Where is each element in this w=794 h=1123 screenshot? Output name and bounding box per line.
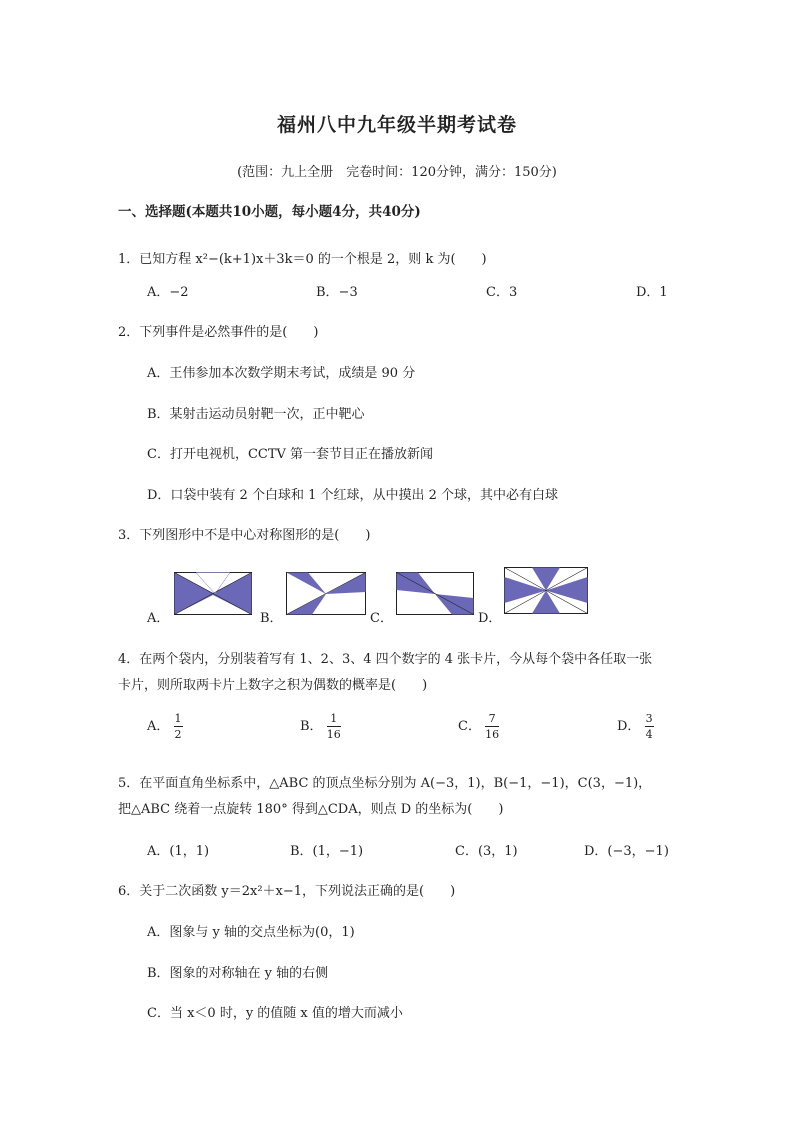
question-2-stem: 2．下列事件是必然事件的是( ) bbox=[118, 325, 319, 340]
q3-option-b: B． bbox=[260, 611, 283, 626]
question-5-stem-line1: 5．在平面直角坐标系中，△ABC 的顶点坐标分别为 A(−3，1)，B(−1，−1)，C(3，−1)， bbox=[118, 776, 652, 791]
q3-figure-c bbox=[396, 572, 474, 616]
fraction-numerator: 7 bbox=[485, 713, 499, 727]
q4-option-c-label: C． bbox=[458, 719, 481, 734]
q2-option-a: A．王伟参加本次数学期末考试，成绩是 90 分 bbox=[147, 366, 416, 381]
q3-option-d: D． bbox=[478, 611, 502, 626]
q5-option-d: D．(−3，−1) bbox=[584, 844, 669, 859]
q1-option-d: D．1 bbox=[636, 285, 668, 300]
q6-option-a: A．图象与 y 轴的交点坐标为(0，1) bbox=[147, 925, 355, 940]
section-heading: 一、选择题(本题共10小题，每小题4分，共40分) bbox=[118, 204, 421, 220]
q4-option-b bbox=[300, 713, 341, 740]
q4-option-a bbox=[147, 713, 183, 740]
q3-figure-b bbox=[286, 572, 366, 616]
q4-option-d-label: D． bbox=[617, 719, 641, 734]
question-1-stem: 1．已知方程 x²−(k+1)x＋3k＝0 的一个根是 2，则 k 为( ) bbox=[118, 252, 487, 267]
q3-option-a: A． bbox=[147, 611, 170, 626]
q5-option-b: B．(1，−1) bbox=[290, 844, 364, 859]
q6-option-c: C．当 x＜0 时，y 的值随 x 值的增大而减小 bbox=[147, 1006, 403, 1021]
q2-option-b: B．某射击运动员射靶一次，正中靶心 bbox=[147, 407, 365, 422]
q4-option-b-fraction bbox=[327, 713, 341, 740]
fraction-numerator: 1 bbox=[327, 713, 341, 727]
page-title: 福州八中九年级半期考试卷 bbox=[276, 114, 517, 136]
question-5-stem-line2: 把△ABC 绕着一点旋转 180° 得到△CDA，则点 D 的坐标为( ) bbox=[118, 802, 504, 817]
q5-option-c: C．(3，1) bbox=[455, 844, 518, 859]
fraction-numerator: 3 bbox=[645, 712, 653, 725]
question-4-stem-line2: 卡片，则所取两卡片上数字之积为偶数的概率是( ) bbox=[118, 678, 428, 693]
fraction-denominator: 2 bbox=[174, 728, 182, 741]
question-6-stem: 6．关于二次函数 y＝2x²＋x−1，下列说法正确的是( ) bbox=[118, 884, 456, 899]
exam-subtitle: (范围：九上全册 完卷时间：120分钟，满分：150分) bbox=[237, 165, 557, 180]
q4-option-a-fraction bbox=[174, 713, 183, 740]
q1-option-b: B．−3 bbox=[316, 285, 358, 300]
question-3-stem: 3．下列图形中不是中心对称图形的是( ) bbox=[118, 528, 371, 543]
q6-option-b: B．图象的对称轴在 y 轴的右侧 bbox=[147, 966, 329, 981]
q2-option-d: D．口袋中装有 2 个白球和 1 个红球，从中摸出 2 个球，其中必有白球 bbox=[147, 488, 559, 503]
q4-option-c-fraction bbox=[485, 713, 499, 740]
q3-figure-d bbox=[504, 567, 588, 615]
q2-option-c: C．打开电视机，CCTV 第一套节目正在播放新闻 bbox=[147, 447, 434, 462]
q3-option-c: C． bbox=[370, 611, 393, 626]
q4-option-a-label: A． bbox=[147, 719, 170, 734]
fraction-denominator: 16 bbox=[326, 728, 341, 741]
q4-option-d bbox=[617, 713, 654, 740]
question-4-stem-line1: 4．在两个袋内，分别装着写有 1、2、3、4 四个数字的 4 张卡片，今从每个袋中各任取一张 bbox=[118, 652, 653, 667]
q3-figure-a bbox=[174, 572, 252, 616]
q1-option-c: C．3 bbox=[486, 285, 518, 300]
fraction-numerator: 1 bbox=[174, 712, 182, 725]
q1-option-a: A．−2 bbox=[147, 285, 189, 300]
fraction-denominator: 16 bbox=[485, 728, 500, 741]
q5-option-a: A．(1，1) bbox=[147, 844, 210, 859]
fraction-denominator: 4 bbox=[645, 728, 653, 741]
q4-option-d-fraction bbox=[645, 713, 654, 740]
q4-option-c bbox=[458, 713, 499, 740]
q4-option-b-label: B． bbox=[300, 719, 323, 734]
